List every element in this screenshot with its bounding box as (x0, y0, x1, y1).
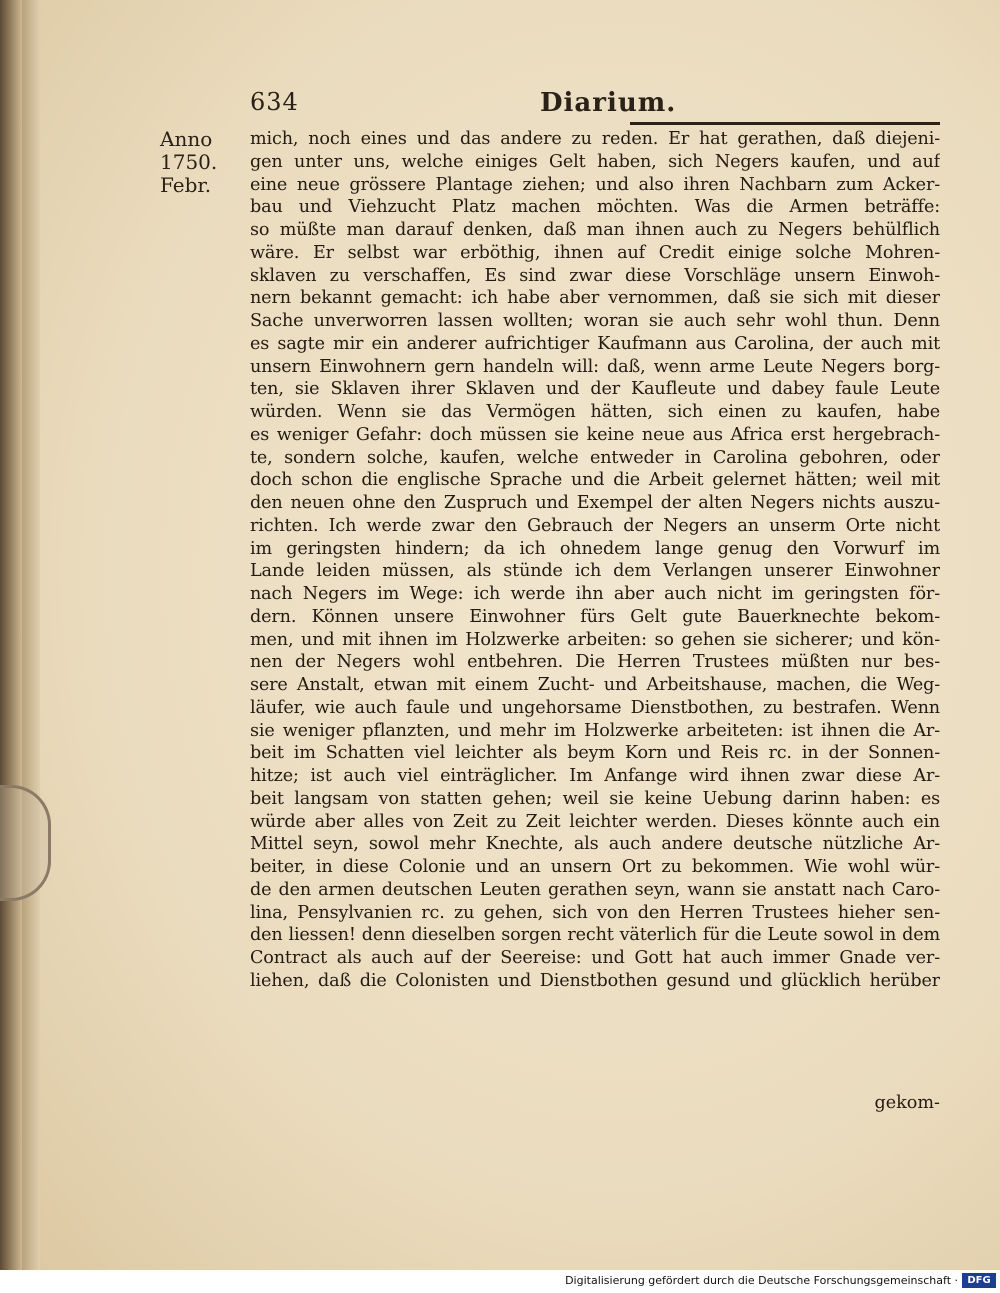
text-line: würde aber alles von Zeit zu Zeit leichter werden. Dieses könnte auch ein (250, 811, 940, 832)
text-line: läufer, wie auch faule und ungehorsame Dienstbothen, zu bestrafen. Wenn (250, 697, 940, 718)
page-number: 634 (250, 88, 299, 116)
text-line: den neuen ohne den Zuspruch und Exempel der alten Negers nichts auszu- (250, 493, 940, 513)
text-line: doch schon die englische Sprache und die Arbeit gelernet hätten; weil mit (250, 470, 940, 491)
margin-note (160, 128, 240, 197)
text-line: sklaven zu verschaffen, Es sind zwar diese Vorschläge unsern Einwoh- (250, 265, 940, 286)
text-line: dern. Können unsere Einwohner fürs Gelt gute Bauerknechte bekom- (250, 606, 940, 627)
text-line: es sagte mir ein anderer aufrichtiger Kaufmann aus Carolina, der auch mit (250, 333, 940, 354)
text-line: Contract als auch auf der Seereise: und Gott hat auch immer Gnade ver- (250, 948, 940, 968)
text-line: men, und mit ihnen im Holzwerke arbeiten: so gehen sie sicherer; und kön- (250, 629, 940, 650)
catchword: gekom- (874, 1093, 940, 1113)
text-line: hitze; ist auch viel einträglicher. Im Anfange wird ihnen zwar diese Ar- (250, 766, 940, 786)
text-line: beit langsam von statten gehen; weil sie keine Uebung darinn haben: es (250, 788, 940, 809)
text-line: im geringsten hindern; da ich ohnedem lange genug den Vorwurf im (250, 538, 940, 559)
text-line: de den armen deutschen Leuten gerathen seyn, wann sie anstatt nach Caro- (250, 879, 940, 900)
text-line: lina, Pensylvanien rc. zu gehen, sich von den Herren Trustees hieher sen- (250, 902, 940, 923)
text-line: den liessen! denn dieselben sorgen recht väterlich für die Leute sowol in dem (250, 925, 940, 946)
book-edge (0, 0, 22, 1270)
text-line: sere Anstalt, etwan mit einem Zucht- und Arbeitshause, machen, die Weg- (250, 675, 940, 695)
running-head: Diarium. (540, 88, 677, 118)
text-line: bau und Viehzucht Platz machen möchten. Was die Armen beträffe: (250, 197, 940, 218)
text-line: sie weniger pflanzten, und mehr im Holzwerke arbeiteten: ist ihnen die Ar- (250, 720, 940, 741)
text-line: mich, noch eines und das andere zu reden. Er hat gerathen, daß diejeni- (250, 129, 940, 149)
page-header (250, 88, 940, 122)
text-line: wäre. Er selbst war erböthig, ihnen auf Credit einige solche Mohren- (250, 242, 940, 263)
text-line: richten. Ich werde zwar den Gebrauch der Negers an unserm Orte nicht (250, 515, 940, 536)
text-line: liehen, daß die Colonisten und Dienstbothen gesund und glücklich herüber (250, 970, 940, 991)
text-line: beiter, in diese Colonie und an unsern Ort zu bekommen. Wie wohl wür- (250, 857, 940, 877)
text-line: nern bekannt gemacht: ich habe aber vernommen, daß sie sich mit dieser (250, 288, 940, 309)
text-line: te, sondern solche, kaufen, welche entweder in Carolina gebohren, oder (250, 447, 940, 468)
text-line: eine neue grössere Plantage ziehen; und also ihren Nachbarn zum Acker- (250, 174, 940, 195)
margin-note-line: Anno (160, 127, 213, 151)
header-rule (630, 122, 940, 125)
text-line: nen der Negers wohl entbehren. Die Herren Trustees müßten nur bes- (250, 652, 940, 673)
text-line: Sache unverworren lassen wollten; woran sie auch sehr wohl thun. Denn (250, 311, 940, 331)
text-line: unsern Einwohnern gern handeln will: daß, wenn arme Leute Negers borg- (250, 356, 940, 377)
funding-credit: Digitalisierung gefördert durch die Deutsche Forschungsgemeinschaft · (565, 1274, 958, 1287)
book-page-stack (22, 0, 40, 1270)
margin-note-line: Febr. (160, 173, 212, 197)
text-line: so müßte man darauf denken, daß man ihnen auch zu Negers behülflich (250, 220, 940, 240)
text-line: nach Negers im Wege: ich werde ihn aber auch nicht im geringsten för- (250, 584, 940, 604)
text-line: Lande leiden müssen, als stünde ich dem Verlangen unserer Einwohner (250, 561, 940, 582)
dfg-logo: DFG (962, 1273, 996, 1288)
text-line: gen unter uns, welche einiges Gelt haben, sich Negers kaufen, und auf (250, 151, 940, 172)
text-line: würden. Wenn sie das Vermögen hätten, sich einen zu kaufen, habe (250, 402, 940, 422)
text-line: beit im Schatten viel leichter als beym Korn und Reis rc. in der Sonnen- (250, 743, 940, 764)
body-text (250, 128, 940, 993)
text-line: Mittel seyn, sowol mehr Knechte, als auch andere deutsche nützliche Ar- (250, 834, 940, 855)
margin-note-line: 1750. (160, 150, 218, 174)
page-clip (0, 785, 51, 901)
text-line: ten, sie Sklaven ihrer Sklaven und der Kaufleute und dabey faule Leute (250, 379, 940, 400)
text-line: es weniger Gefahr: doch müssen sie keine neue aus Africa erst hergebrach- (250, 424, 940, 445)
footer-bar (0, 1270, 1000, 1293)
